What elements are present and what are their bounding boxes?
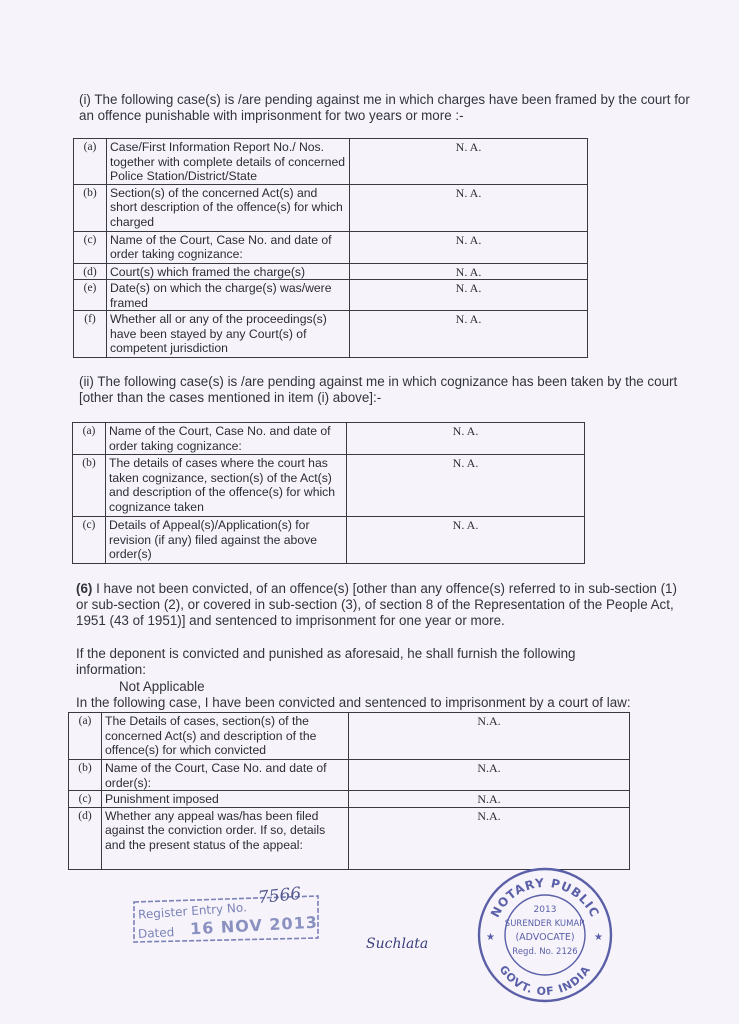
table-row: [73, 455, 585, 517]
conviction-table: [68, 712, 630, 870]
deponent-paragraph: If the deponent is convicted and punished as aforesaid, he shall furnish the following information:: [76, 646, 576, 677]
row-label: (c): [74, 231, 107, 263]
signature: Suchlata: [366, 936, 429, 952]
row-label: (c): [69, 791, 102, 808]
table-row: [74, 263, 588, 280]
row-value: N. A.: [350, 311, 588, 358]
table-row: [73, 423, 585, 455]
dated-label: Dated: [137, 925, 175, 941]
seal-regd: Regd. No. 2126: [512, 947, 578, 957]
row-description: Name of the Court, Case No. and date of order taking cognizance:: [107, 231, 350, 263]
row-label: (a): [73, 423, 106, 455]
register-entry-stamp: [132, 883, 320, 944]
seal-star-icon: ★: [486, 932, 495, 943]
section-6-paragraph: [76, 581, 686, 629]
row-description: Punishment imposed: [102, 791, 349, 808]
row-label: (e): [74, 280, 107, 311]
seal-top-text: NOTARY PUBLIC: [487, 875, 603, 920]
row-label: (b): [74, 184, 107, 231]
row-description: Court(s) which framed the charge(s): [107, 263, 350, 280]
table-row: [74, 311, 588, 358]
seal-name: SURENDER KUMAR: [504, 919, 586, 929]
table-row: [74, 139, 588, 185]
row-label: (a): [74, 139, 107, 185]
row-label: (d): [69, 807, 102, 869]
seal-star-icon: ★: [594, 932, 603, 943]
section-i-heading: (i) The following case(s) is /are pending against me in which charges have been framed by the court for an offence punishable with imprisonment for two years or more :-: [79, 92, 690, 123]
section-6-number: (6): [76, 581, 93, 596]
row-description: Details of Appeal(s)/Application(s) for revision (if any) filed against the above order(s): [106, 517, 347, 564]
seal-year: 2013: [533, 905, 557, 915]
table-row: [73, 517, 585, 564]
table-row: [69, 760, 630, 791]
register-entry-label: Register Entry No.: [137, 900, 248, 922]
row-value: N. A.: [350, 263, 588, 280]
row-value: N. A.: [347, 517, 585, 564]
row-label: (d): [74, 263, 107, 280]
row-description: Date(s) on which the charge(s) was/were framed: [107, 280, 350, 311]
row-label: (a): [69, 713, 102, 760]
row-description: Case/First Information Report No./ Nos. together with complete details of concerned Police Station/District/State: [107, 139, 350, 185]
row-value: N.A.: [349, 713, 630, 760]
table-row: [74, 280, 588, 311]
section-i-table: [73, 138, 588, 358]
row-value: N. A.: [350, 139, 588, 185]
row-description: Whether any appeal was/has been filed against the conviction order. If so, details and the present status of the appeal:: [102, 807, 349, 869]
section-ii-table: [72, 422, 585, 564]
row-description: Name of the Court, Case No. and date of order taking cognizance:: [106, 423, 347, 455]
row-value: N. A.: [350, 280, 588, 311]
section-ii-heading: (ii) The following case(s) is /are pending against me in which cognizance has been taken by the court [other than the cases mentioned in item (i) above]:-: [79, 374, 678, 405]
row-description: Section(s) of the concerned Act(s) and short description of the offence(s) for which charged: [107, 184, 350, 231]
register-entry-number: 7566: [257, 883, 303, 909]
row-description: Name of the Court, Case No. and date of order(s):: [102, 760, 349, 791]
row-value: N.A.: [349, 791, 630, 808]
row-label: (b): [69, 760, 102, 791]
row-label: (c): [73, 517, 106, 564]
table-row: [74, 184, 588, 231]
row-description: The Details of cases, section(s) of the concerned Act(s) and description of the offence(s) for which convicted: [102, 713, 349, 760]
seal-title: (ADVOCATE): [515, 932, 575, 943]
row-value: N.A.: [349, 760, 630, 791]
dated-value: 16 NOV 2013: [189, 912, 319, 939]
table-row: [69, 807, 630, 869]
row-value: N.A.: [349, 807, 630, 869]
row-label: (b): [73, 455, 106, 517]
notary-seal: [476, 866, 614, 1004]
row-label: (f): [74, 311, 107, 358]
row-value: N. A.: [350, 231, 588, 263]
following-case-text: In the following case, I have been convicted and sentenced to imprisonment by a court of law:: [76, 695, 631, 710]
row-value: N. A.: [350, 184, 588, 231]
row-description: Whether all or any of the proceedings(s) have been stayed by any Court(s) of competent jurisdiction: [107, 311, 350, 358]
table-row: [74, 231, 588, 263]
row-value: N. A.: [347, 455, 585, 517]
table-row: [69, 791, 630, 808]
not-applicable-text: Not Applicable: [119, 679, 205, 694]
section-6-text: I have not been convicted, of an offence(s) [other than any offence(s) referred to in sub-section (1) or sub-section (2), or covered in sub-section (3), of section 8 of the Representation of the People Act, 1951 (43 of 1951)] and sentenced to imprisonment for one year or more.: [76, 581, 677, 628]
row-description: The details of cases where the court has taken cognizance, section(s) of the Act(s) and description of the offence(s) for which cognizance taken: [106, 455, 347, 517]
seal-bottom-text: GOVT. OF INDIA: [496, 963, 594, 999]
row-value: N. A.: [347, 423, 585, 455]
table-row: [69, 713, 630, 760]
